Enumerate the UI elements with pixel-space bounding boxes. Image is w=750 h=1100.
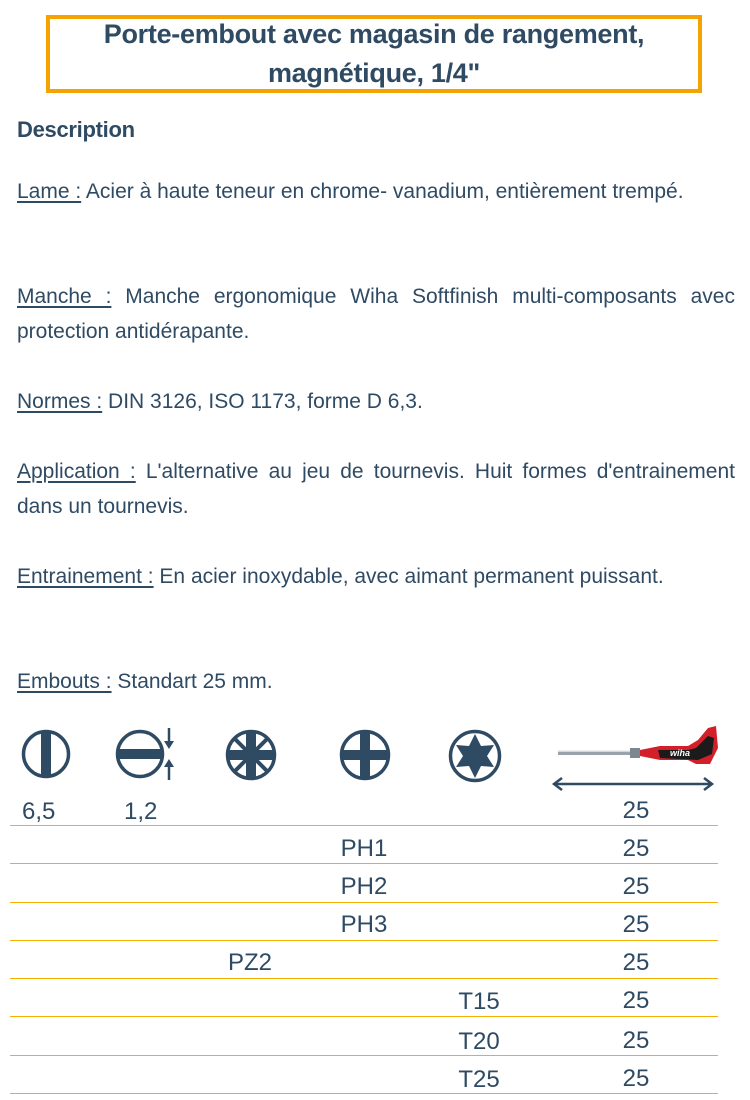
pozidriv-icon — [224, 728, 278, 782]
cell-length: 25 — [622, 987, 650, 1014]
para-lame — [17, 174, 735, 209]
row-divider — [10, 825, 718, 826]
phillips-icon — [338, 728, 392, 782]
cell-length: 25 — [622, 797, 650, 824]
para-lame-label: Lame : — [17, 180, 82, 203]
cell-phillips: PH3 — [340, 911, 388, 938]
cell-torx: T15 — [458, 988, 500, 1015]
row-divider — [10, 940, 718, 941]
row-divider — [10, 1055, 718, 1056]
row-divider — [10, 902, 718, 903]
product-title-line2: magnétique, 1/4" — [267, 58, 481, 88]
blade-thickness-icon — [114, 726, 180, 782]
row-divider — [10, 1093, 718, 1094]
para-manche-text: Manche ergonomique Wiha Softfinish multi-composants avec protection antidérapante. — [17, 285, 735, 343]
cell-pozidriv: PZ2 — [227, 949, 273, 976]
para-entrainement-label: Entrainement : — [17, 565, 154, 588]
para-application — [17, 454, 735, 524]
cell-length: 25 — [622, 873, 650, 900]
cell-torx: T20 — [458, 1028, 500, 1055]
para-entrainement — [17, 559, 735, 594]
screwdriver-length-icon — [548, 720, 720, 796]
cell-thickness: 1,2 — [124, 798, 158, 825]
para-embouts-text: Standart 25 mm. — [117, 670, 273, 693]
para-application-label: Application : — [17, 460, 136, 483]
bit-type-icons — [0, 720, 750, 800]
slotted-bit-icon — [20, 728, 72, 780]
product-title-line1: Porte-embout avec magasin de rangement, — [103, 19, 645, 49]
cell-length: 25 — [622, 835, 650, 862]
cell-phillips: PH1 — [340, 835, 388, 862]
cell-length: 25 — [622, 1027, 650, 1054]
row-divider — [10, 863, 718, 864]
para-application-text: L'alternative au jeu de tournevis. Huit formes d'entrainement dans un tournevis. — [17, 460, 735, 518]
para-embouts-label: Embouts : — [17, 670, 112, 693]
cell-length: 25 — [622, 1065, 650, 1092]
cell-length: 25 — [622, 949, 650, 976]
row-divider — [10, 978, 718, 979]
product-title — [104, 15, 644, 93]
para-normes-label: Normes : — [17, 390, 103, 413]
cell-phillips: PH2 — [340, 873, 388, 900]
cell-length: 25 — [622, 911, 650, 938]
para-manche — [17, 279, 735, 349]
torx-icon — [447, 728, 503, 784]
cell-torx: T25 — [458, 1066, 500, 1093]
product-title-box — [46, 15, 702, 93]
para-normes — [17, 384, 735, 419]
para-manche-label: Manche : — [17, 285, 112, 308]
description-heading: Description — [17, 117, 135, 142]
row-divider — [10, 1016, 718, 1017]
para-lame-text: Acier à haute teneur en chrome- vanadium, entièrement trempé. — [85, 180, 684, 203]
para-normes-text: DIN 3126, ISO 1173, forme D 6,3. — [108, 390, 423, 413]
cell-slot-width: 6,5 — [22, 798, 56, 825]
brand-text: wiha — [670, 748, 691, 758]
para-embouts — [17, 664, 735, 699]
para-entrainement-text: En acier inoxydable, avec aimant permanent puissant. — [159, 565, 664, 588]
